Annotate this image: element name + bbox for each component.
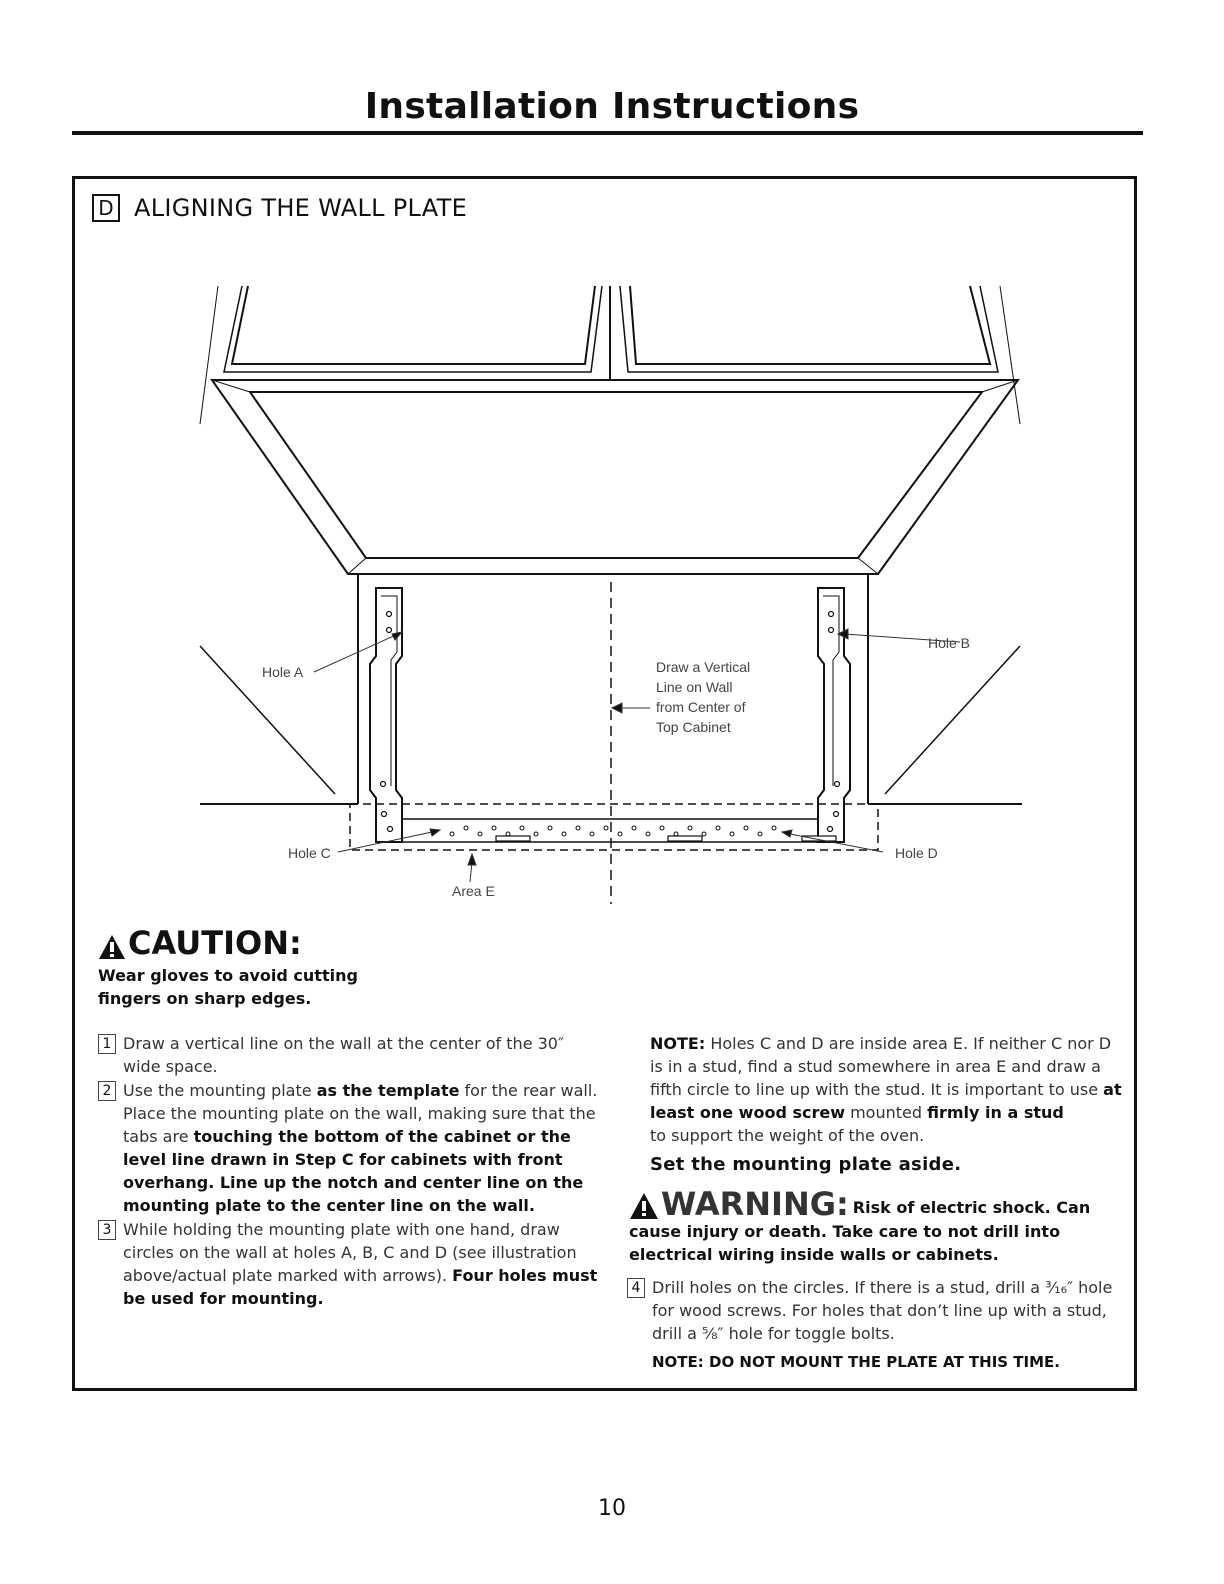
caution-heading: CAUTION: [128, 924, 302, 962]
step-2-text-b: for the rear wall. Place the mounting plate on the wall, making sure that the tabs are [123, 1081, 598, 1146]
left-cabinet-door [232, 286, 595, 364]
caution-block [98, 926, 368, 1010]
plate-bottom-band [402, 819, 818, 842]
page-title: Installation Instructions [364, 86, 860, 127]
note-paragraph [650, 1032, 1123, 1147]
warning-text: cause injury or death. Take care to not drill into electrical wiring inside walls or cabinets. [629, 1222, 1061, 1264]
page-number: 10 [598, 1496, 626, 1521]
step-4 [627, 1276, 1123, 1345]
caution-text: Wear gloves to avoid cutting fingers on sharp edges. [98, 966, 358, 1008]
step-2-bold-b: touching the bottom of the cabinet or the level line drawn in Step C for cabinets with front overhang. Line up the notch and center line on the mounting plate to the center line on the wall. [123, 1127, 584, 1215]
label-hole-c: Hole C [288, 845, 331, 861]
label-hole-d: Hole D [895, 845, 938, 861]
warning-lead-text: Risk of electric shock. Can [852, 1198, 1091, 1217]
step-number-box: 3 [98, 1220, 116, 1240]
step-2 [98, 1079, 598, 1217]
section-letter-box: D [92, 194, 120, 222]
label-area-e: Area E [452, 883, 495, 899]
caution-warning-icon [98, 934, 126, 960]
section-header [92, 194, 467, 222]
label-vertical-line-1: Draw a Vertical [656, 659, 751, 675]
cabinet-bottom-outer [212, 380, 1018, 574]
area-e-outline [350, 804, 878, 850]
note-bold-2: firmly in a stud [927, 1103, 1064, 1122]
title-rule [72, 131, 1143, 135]
label-vertical-line-3: from Center of [656, 699, 746, 715]
cabinet-bottom-inner [250, 392, 982, 558]
steps-left-column [98, 1032, 598, 1311]
step-3 [98, 1218, 598, 1310]
right-column [623, 1032, 1123, 1374]
plate-hole-row [450, 826, 776, 836]
note-label: NOTE: [650, 1034, 706, 1053]
note-bold-1: at least one wood screw [650, 1080, 1122, 1122]
step-4-text: Drill holes on the circles. If there is a stud, drill a ³⁄₁₆″ hole for wood screws. For holes that don’t line up with a stud, drill a ⁵⁄₈″ hole for toggle bolts. [652, 1278, 1113, 1343]
note-text-3: to support the weight of the oven. [650, 1126, 925, 1145]
step-2-bold-a: as the template [316, 1081, 460, 1100]
right-cabinet-door [630, 286, 990, 364]
label-hole-b: Hole B [928, 635, 971, 651]
warning-block [629, 1185, 1123, 1266]
label-hole-a: Hole A [262, 664, 304, 680]
wall-plate-diagram [190, 284, 1030, 914]
step-number-box: 4 [627, 1278, 645, 1298]
step-1 [98, 1032, 598, 1078]
label-vertical-line-4: Top Cabinet [656, 719, 731, 735]
note-text-1: Holes C and D are inside area E. If neither C nor D is in a stud, find a stud somewhere in area E and draw a fifth circle to line up with the stud. It is important to use [650, 1034, 1112, 1099]
step-3-bold: Four holes must be used for mounting. [123, 1266, 598, 1308]
warning-triangle-icon [629, 1192, 659, 1220]
step-2-text-a: Use the mounting plate [123, 1081, 317, 1100]
set-aside-heading: Set the mounting plate aside. [650, 1154, 962, 1175]
final-note: NOTE: DO NOT MOUNT THE PLATE AT THIS TIME. [652, 1353, 1060, 1371]
note-text-2: mounted [845, 1103, 928, 1122]
warning-heading: WARNING: [661, 1185, 849, 1223]
step-3-text: While holding the mounting plate with one hand, draw circles on the wall at holes A, B, C and D (see illustration above/actual plate marked with arrows). [123, 1220, 577, 1285]
step-1-text: Draw a vertical line on the wall at the center of the 30″ wide space. [123, 1034, 564, 1076]
step-number-box: 1 [98, 1034, 116, 1054]
step-number-box: 2 [98, 1081, 116, 1101]
section-title: ALIGNING THE WALL PLATE [134, 194, 468, 222]
label-vertical-line-2: Line on Wall [656, 679, 733, 695]
